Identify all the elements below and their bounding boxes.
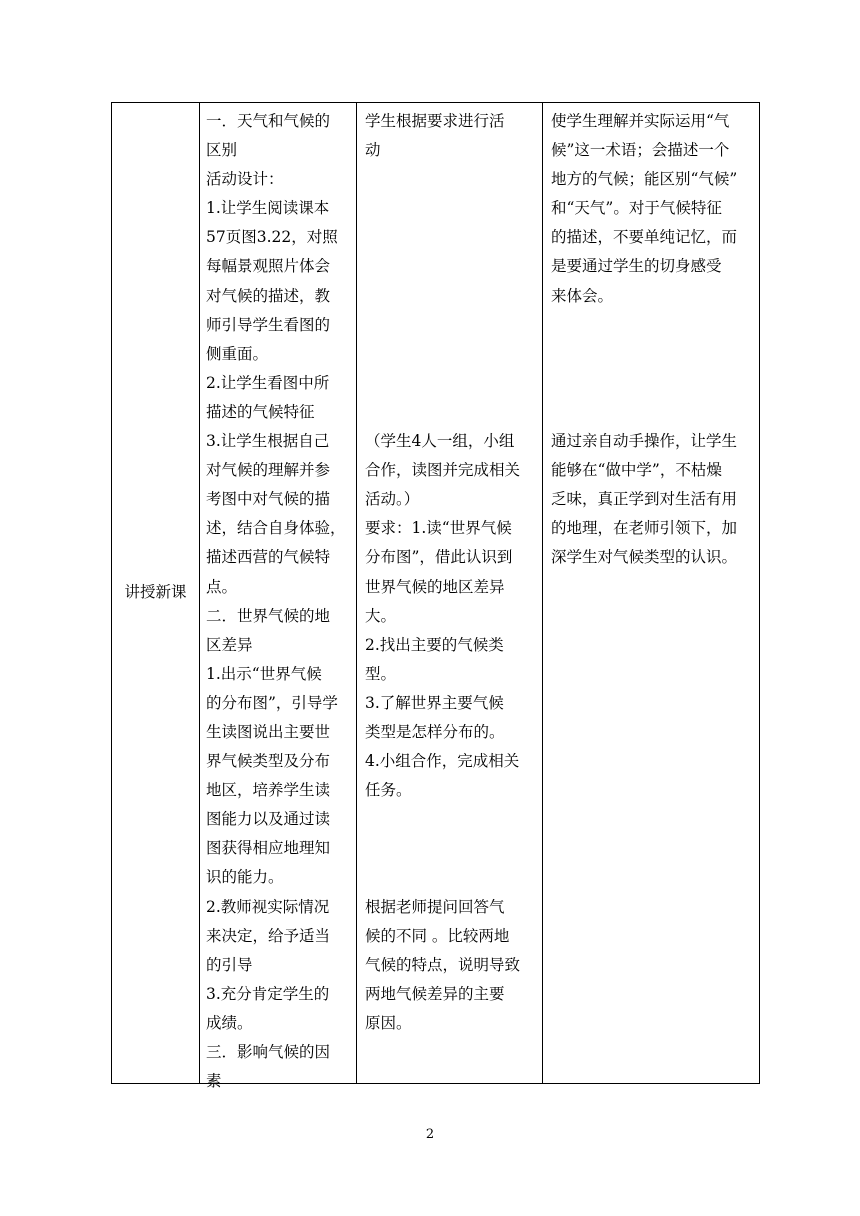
- teacher-activity-line: 57页图3.22，对照: [206, 228, 338, 247]
- teacher-activity-line: 描述的气候特征: [206, 402, 315, 421]
- student-activity-line: 气候的特点，说明导致: [365, 955, 521, 974]
- design-intent-line: 和“天气”。对于气候特征: [551, 199, 722, 218]
- student-activity-line: 任务。: [365, 781, 412, 800]
- student-activity-line: [365, 805, 538, 834]
- design-intent-line: 乏味，真正学到对生活有用: [551, 490, 738, 509]
- student-activity-line: [365, 398, 538, 427]
- student-activity-line: [365, 223, 538, 252]
- design-intent-line: [551, 311, 755, 340]
- design-intent-line: 候”这一术语；会描述一个: [551, 141, 730, 160]
- design-intent-line: [551, 340, 755, 369]
- teacher-activity-line: 述，结合自身体验，: [206, 519, 346, 538]
- teacher-activity-line: 活动设计：: [206, 170, 284, 189]
- student-activity-line: [365, 340, 538, 369]
- student-activity-line: 3.了解世界主要气候: [365, 693, 504, 712]
- teacher-activity-line: 三．影响气候的因: [206, 1043, 331, 1061]
- teacher-activity-line: 图能力以及通过读: [206, 810, 331, 829]
- student-activity-line: 根据老师提问回答气: [365, 897, 505, 916]
- student-activity-line: 要求：1.读“世界气候: [365, 519, 512, 538]
- student-activity-line: 分布图”，借此认识到: [365, 548, 513, 567]
- teacher-activity-line: 考图中对气候的描: [206, 490, 331, 509]
- student-activity-line: 世界气候的地区差异: [365, 577, 505, 596]
- student-activity-line: 两地气候差异的主要: [365, 984, 505, 1003]
- teacher-activity-line: 对气候的理解并参: [206, 461, 331, 480]
- section-label: 讲授新课: [124, 583, 187, 602]
- student-activity-line: 合作，读图并完成相关: [365, 461, 521, 480]
- design-intent-line: 通过亲自动手操作，让学生: [551, 432, 738, 451]
- student-activity-cell: [357, 103, 542, 1083]
- teacher-activity-line: 区别: [206, 141, 238, 160]
- student-activity-line: 学生根据要求进行活: [365, 112, 505, 130]
- design-intent-line: [551, 398, 755, 427]
- teacher-activity-line: 描述西营的气候特: [206, 548, 331, 567]
- design-intent-line: 能够在“做中学”，不枯燥: [551, 461, 722, 480]
- student-activity-line: [365, 194, 538, 223]
- teacher-activity-line: 素: [206, 1072, 222, 1091]
- student-activity-line: 2.找出主要的气候类: [365, 635, 504, 654]
- teacher-activity-line: 对气候的描述，教: [206, 286, 331, 305]
- design-intent-line: 来体会。: [551, 286, 614, 305]
- student-activity-line: 4.小组合作，完成相关: [365, 752, 520, 771]
- student-activity-line: （学生4人一组，小组: [365, 432, 515, 451]
- teacher-activity-line: 二．世界气候的地: [206, 606, 331, 625]
- page-number: 2: [425, 1127, 435, 1142]
- student-activity-line: 型。: [365, 664, 397, 683]
- design-intent-line: 的描述，不要单纯记忆，而: [551, 228, 738, 247]
- teacher-activity-line: 生读图说出主要世: [206, 722, 331, 741]
- teacher-activity-line: 区差异: [206, 635, 253, 654]
- teacher-activity-cell: [200, 103, 356, 1091]
- teacher-activity-line: 来决定，给予适当: [206, 926, 331, 945]
- student-activity-line: [365, 369, 538, 398]
- student-activity-line: [365, 252, 538, 281]
- student-activity-line: 类型是怎样分布的。: [365, 722, 505, 741]
- teacher-activity-line: 图获得相应地理知: [206, 839, 331, 858]
- design-intent-cell: [543, 103, 759, 1083]
- teacher-activity-line: 的分布图”，引导学: [206, 693, 338, 712]
- teacher-activity-line: 侧重面。: [206, 344, 269, 363]
- teacher-activity-line: 地区，培养学生读: [206, 781, 331, 800]
- teacher-activity-line: 3.让学生根据自己: [206, 432, 330, 451]
- student-activity-line: 原因。: [365, 1013, 412, 1032]
- design-intent-line: 使学生理解并实际运用“气: [551, 112, 730, 130]
- student-activity-line: 大。: [365, 606, 397, 625]
- teacher-activity-line: 点。: [206, 577, 238, 596]
- teacher-activity-line: 界气候类型及分布: [206, 752, 331, 771]
- student-activity-line: 动: [365, 141, 381, 160]
- lesson-plan-table: [111, 102, 760, 1091]
- student-activity-line: [365, 863, 538, 892]
- teacher-activity-line: 每幅景观照片体会: [206, 257, 331, 276]
- section-label-cell: [112, 103, 199, 1083]
- student-activity-line: [365, 282, 538, 311]
- design-intent-line: 是要通过学生的切身感受: [551, 257, 722, 276]
- teacher-activity-line: 识的能力。: [206, 868, 284, 887]
- teacher-activity-line: 师引导学生看图的: [206, 315, 331, 334]
- teacher-activity-line: 2.让学生看图中所: [206, 373, 330, 392]
- student-activity-line: [365, 834, 538, 863]
- teacher-activity-line: 的引导: [206, 955, 253, 974]
- student-activity-line: 活动。）: [365, 490, 420, 509]
- design-intent-line: 深学生对气候类型的认识。: [551, 548, 738, 567]
- student-activity-line: [365, 165, 538, 194]
- teacher-activity-line: 2.教师视实际情况: [206, 897, 330, 916]
- design-intent-line: [551, 369, 755, 398]
- teacher-activity-line: 1.出示“世界气候: [206, 664, 322, 683]
- teacher-activity-line: 3.充分肯定学生的: [206, 984, 330, 1003]
- teacher-activity-line: 1.让学生阅读课本: [206, 199, 330, 218]
- teacher-activity-line: 一．天气和气候的: [206, 112, 331, 130]
- design-intent-line: 的地理，在老师引领下，加: [551, 519, 738, 538]
- teacher-activity-line: 成绩。: [206, 1013, 253, 1032]
- student-activity-line: 候的不同 。比较两地: [365, 926, 510, 945]
- student-activity-line: [365, 311, 538, 340]
- design-intent-line: 地方的气候；能区别“气候”: [551, 170, 738, 189]
